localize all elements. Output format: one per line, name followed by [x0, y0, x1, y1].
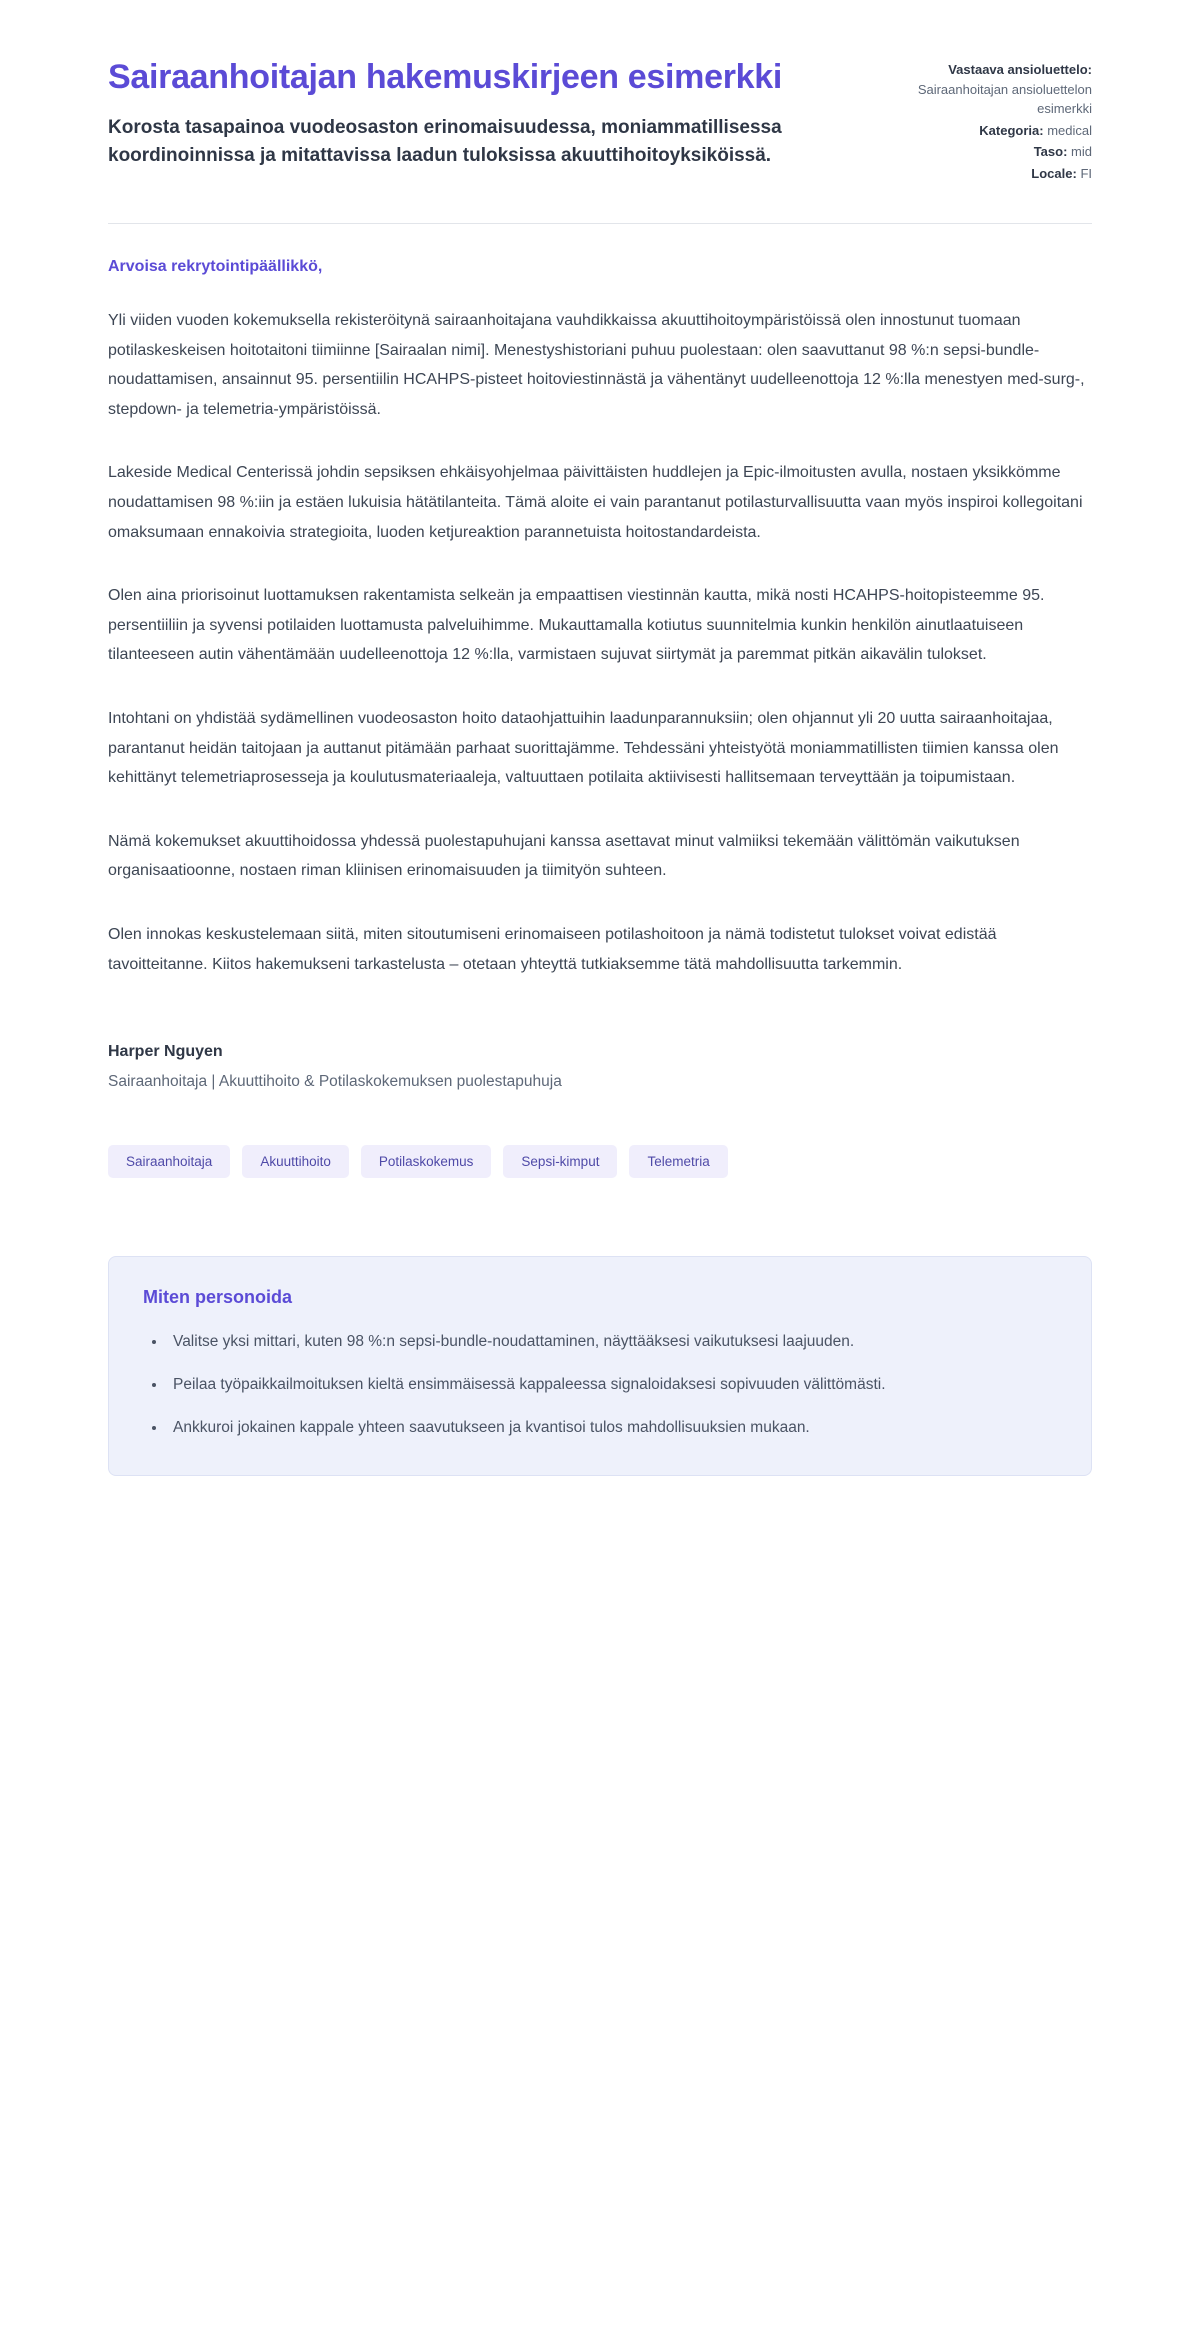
meta-locale — [882, 164, 1092, 184]
meta-related-resume-label: Vastaava ansioluettelo: — [948, 62, 1092, 77]
meta-level-value: mid — [1071, 144, 1092, 159]
tag-item[interactable]: Telemetria — [629, 1145, 727, 1178]
tips-title: Miten personoida — [143, 1287, 293, 1308]
letter-signature — [108, 1043, 1092, 1091]
header-text-block — [108, 56, 842, 171]
meta-related-resume — [882, 60, 1092, 119]
meta-locale-label: Locale: — [1031, 165, 1077, 181]
tag-item[interactable]: Potilaskokemus — [361, 1145, 492, 1178]
letter-paragraph: Olen innokas keskustelemaan siitä, miten sitoutumiseni erinomaiseen potilashoitoon ja nämä todistetut tulokset voivat edistää tavoitteitanne. Kiitos hakemukseni tarkastelusta – otetaan yhteyttä tutkiaksemme tätä mahdollisuutta tarkemmin. — [108, 925, 997, 973]
document-metadata — [882, 56, 1092, 185]
meta-locale-value: FI — [1080, 165, 1092, 181]
letter-paragraph: Nämä kokemukset akuuttihoidossa yhdessä puolestapuhujani kanssa asettavat minut valmiiksi tekemään välittömän vaikutuksen organisaatioonne, nostaen riman kliinisen erinomaisuuden ja tiimityön suhteen. — [108, 832, 1020, 880]
cover-letter-body — [108, 258, 1092, 1091]
tag-item[interactable]: Sairaanhoitaja — [108, 1145, 230, 1178]
page-subtitle: Korosta tasapainoa vuodeosaston erinomaisuudessa, moniammatillisessa koordinoinnissa ja mitattavissa laadun tuloksissa akuuttihoitoyksiköissä. — [108, 116, 782, 167]
meta-category-value: medical — [1047, 122, 1092, 138]
letter-paragraph: Intohtani on yhdistää sydämellinen vuodeosaston hoito dataohjattuihin laadunparannuksiin; olen ohjannut yli 20 uutta sairaanhoitajaa, parantanut heidän taitojaan ja auttanut pitämään parhaat suorittajämme. Tehdessäni yhteistyötä moniammatillisten tiimien kanssa olen kehittänyt telemetriaprosesseja ja koulutusmateriaaleja, valtuuttaen potilaita aktiivisesti hallitsemaan terveyttään ja toipumistaan. — [108, 709, 1059, 787]
signature-name: Harper Nguyen — [108, 1043, 223, 1061]
tips-list — [143, 1328, 1057, 1441]
header-divider — [108, 223, 1092, 224]
page-title: Sairaanhoitajan hakemuskirjeen esimerkki — [108, 58, 783, 96]
tag-item[interactable]: Sepsi-kimput — [503, 1145, 617, 1178]
personalization-tips-card — [108, 1256, 1092, 1476]
document-header — [108, 56, 1092, 185]
signature-role: Sairaanhoitaja | Akuuttihoito & Potilaskokemuksen puolestapuhuja — [108, 1073, 562, 1091]
meta-category-label: Kategoria: — [979, 122, 1044, 138]
tips-list-item: • Valitse yksi mittari, kuten 98 %:n sepsi-bundle-noudattaminen, näyttääksesi vaikutuksesi laajuuden. — [167, 1328, 1057, 1355]
meta-related-resume-value: Sairaanhoitajan ansioluettelon esimerkki — [917, 81, 1092, 116]
letter-salutation: Arvoisa rekrytointipäällikkö, — [108, 258, 323, 275]
meta-level-label: Taso: — [1033, 144, 1068, 159]
tips-list-item: • Peilaa työpaikkailmoituksen kieltä ensimmäisessä kappaleessa signaloidaksesi sopivuuden välittömästi. — [167, 1371, 1057, 1398]
letter-paragraph: Yli viiden vuoden kokemuksella rekisteröitynä sairaanhoitajana vauhdikkaissa akuuttihoitoympäristöissä olen innostunut tuomaan potilaskeskeisen hoitotaitoni tiimiinne [Sairaalan nimi]. Menestyshistoriani puhuu puolestaan: olen saavuttanut 98 %:n sepsi-bundle-noudattamisen, ansainnut 95. persentiilin HCAHPS-pisteet hoitoviestinnästä ja vähentänyt uudelleenottoja 12 %:lla menestyen med-surg-, stepdown- ja telemetria-ympäristöissä. — [108, 312, 1085, 418]
meta-level — [882, 142, 1092, 162]
meta-category — [882, 121, 1092, 141]
tag-list — [108, 1145, 1092, 1178]
tag-item[interactable]: Akuuttihoito — [242, 1145, 349, 1178]
letter-paragraph: Olen aina priorisoinut luottamuksen rakentamista selkeän ja empaattisen viestinnän kautta, mikä nosti HCAHPS-hoitopisteemme 95. persentiiliin ja syvensi potilaiden luottamusta palveluihimme. Mukauttamalla kotiutus suunnitelmia kunkin henkilön ainutlaatuiseen tilanteeseen autin vähentämään uudelleenottoja 12 %:lla, varmistaen sujuvat siirtymät ja paremmat pitkän aikavälin tulokset. — [108, 587, 1045, 664]
tips-list-item: • Ankkuroi jokainen kappale yhteen saavutukseen ja kvantisoi tulos mahdollisuuksien mukaan. — [167, 1414, 1057, 1441]
letter-paragraph: Lakeside Medical Centerissä johdin sepsiksen ehkäisyohjelmaa päivittäisten huddlejen ja Epic-ilmoitusten avulla, nostaen yksikkömme noudattamisen 98 %:iin ja estäen lukuisia hätätilanteita. Tämä aloite ei vain parantanut potilasturvallisuutta vaan myös inspiroi kollegoitani omaksumaan ennakoivia strategioita, luoden ketjureaktion parannetuista hoitostandardeista. — [108, 464, 1083, 541]
